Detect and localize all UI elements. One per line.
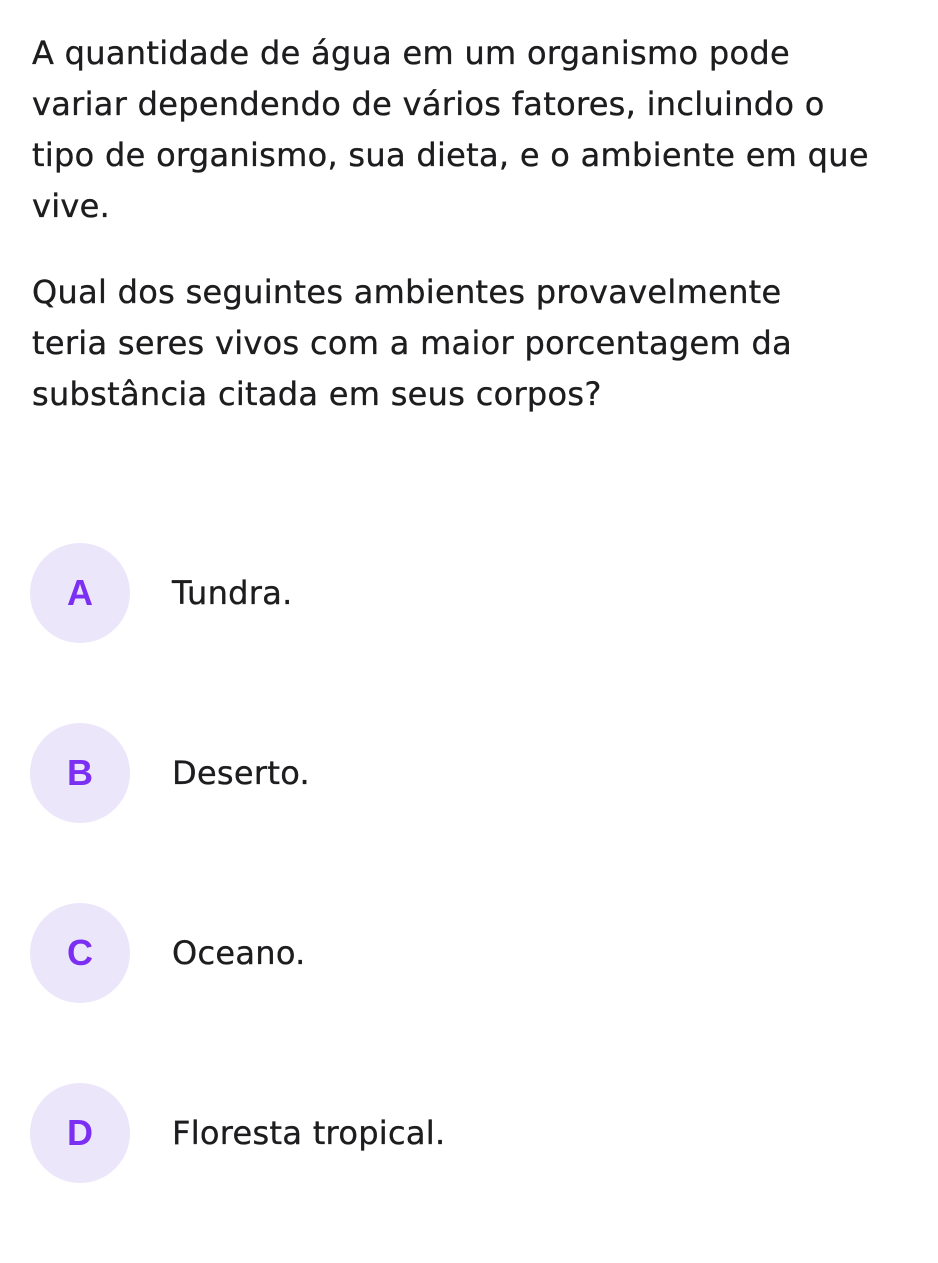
option-d-letter: D bbox=[67, 1112, 93, 1153]
option-c-letter: C bbox=[67, 932, 93, 973]
option-a[interactable] bbox=[30, 543, 910, 643]
question-context: A quantidade de água em um organismo pode variar dependendo de vários fatores, incluindo o tipo de organismo, sua dieta, e o ambiente em que vive. bbox=[32, 34, 869, 225]
option-d[interactable] bbox=[30, 1083, 910, 1183]
option-b-badge[interactable] bbox=[30, 723, 130, 823]
option-d-badge[interactable] bbox=[30, 1083, 130, 1183]
option-c-badge[interactable] bbox=[30, 903, 130, 1003]
option-a-letter: A bbox=[67, 572, 93, 613]
option-d-text[interactable]: Floresta tropical. bbox=[172, 1114, 446, 1152]
option-c-text[interactable]: Oceano. bbox=[172, 934, 306, 972]
question-text bbox=[32, 28, 932, 420]
option-b-letter: B bbox=[67, 752, 93, 793]
answer-options bbox=[30, 543, 910, 1263]
option-c[interactable] bbox=[30, 903, 910, 1003]
option-a-badge[interactable] bbox=[30, 543, 130, 643]
question-prompt: Qual dos seguintes ambientes provavelmente teria seres vivos com a maior porcentagem da substância citada em seus corpos? bbox=[32, 273, 792, 413]
option-b[interactable] bbox=[30, 723, 910, 823]
option-b-text[interactable]: Deserto. bbox=[172, 754, 310, 792]
option-a-text[interactable]: Tundra. bbox=[172, 574, 293, 612]
